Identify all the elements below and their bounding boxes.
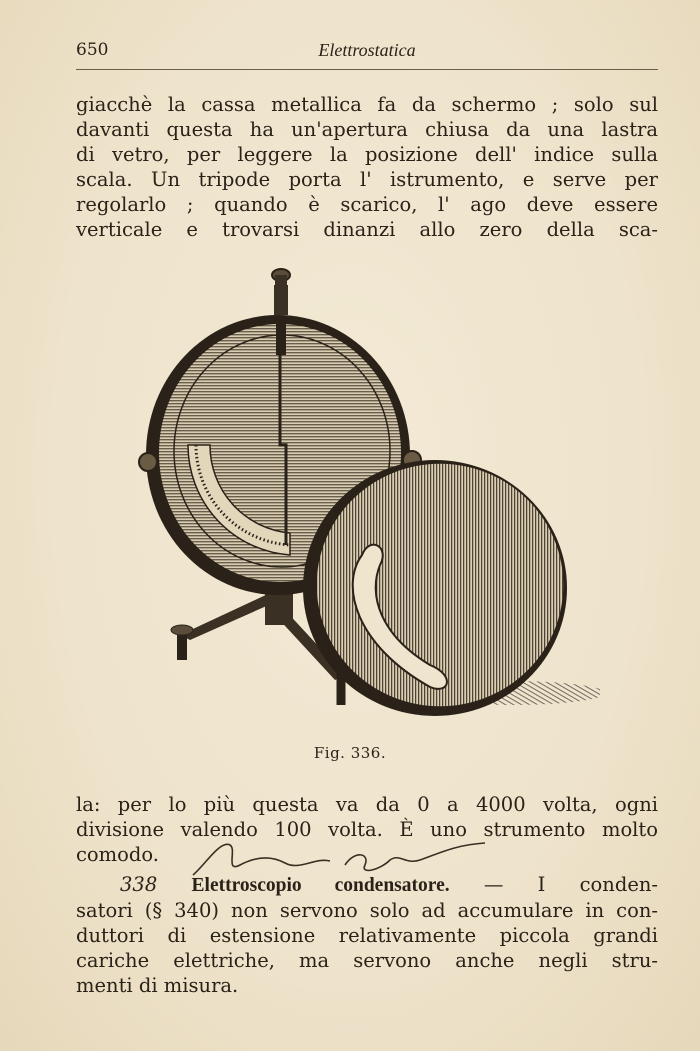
text-line: davanti questa ha un'apertura chiusa da una lastra	[76, 118, 658, 141]
section-number: 338	[120, 873, 158, 896]
paragraph-1	[76, 92, 658, 242]
paragraph-3	[76, 872, 658, 998]
text-line: satori (§ 340) non servono solo ad accumulare in con-	[76, 899, 658, 922]
page-number: 650	[76, 40, 109, 60]
text-line: comodo.	[76, 843, 159, 866]
text-line: menti di misura.	[76, 974, 239, 997]
text-line: di vetro, per leggere la posizione dell' indice sulla	[76, 143, 658, 166]
text-line	[76, 872, 658, 898]
section-title: Elettroscopio condensatore.	[191, 875, 450, 896]
figure-caption: Fig. 336.	[313, 744, 387, 762]
cover-disc	[303, 460, 567, 716]
running-title: Elettrostatica	[318, 40, 416, 60]
text-line: la: per lo più questa va da 0 a 4000 volta, ogni	[76, 793, 658, 816]
text-line: scala. Un tripode porta l' istrumento, e serve per	[76, 168, 658, 191]
page-header	[76, 40, 658, 64]
text-line: verticale e trovarsi dinanzi allo zero della sca-	[76, 218, 658, 241]
text-fragment: — I conden-	[449, 873, 659, 896]
text-line: duttori di estensione relativamente piccola grandi	[76, 924, 658, 947]
text-line: giacchè la cassa metallica fa da schermo ; solo sul	[76, 93, 658, 116]
electrometer-illustration	[130, 265, 600, 725]
text-line: regolarlo ; quando è scarico, l' ago deve essere	[76, 193, 658, 216]
header-rule	[76, 69, 658, 70]
text-line: divisione valendo 100 volta. È uno strumento molto	[76, 818, 658, 841]
text-line: cariche elettriche, ma servono anche negli stru-	[76, 949, 658, 972]
